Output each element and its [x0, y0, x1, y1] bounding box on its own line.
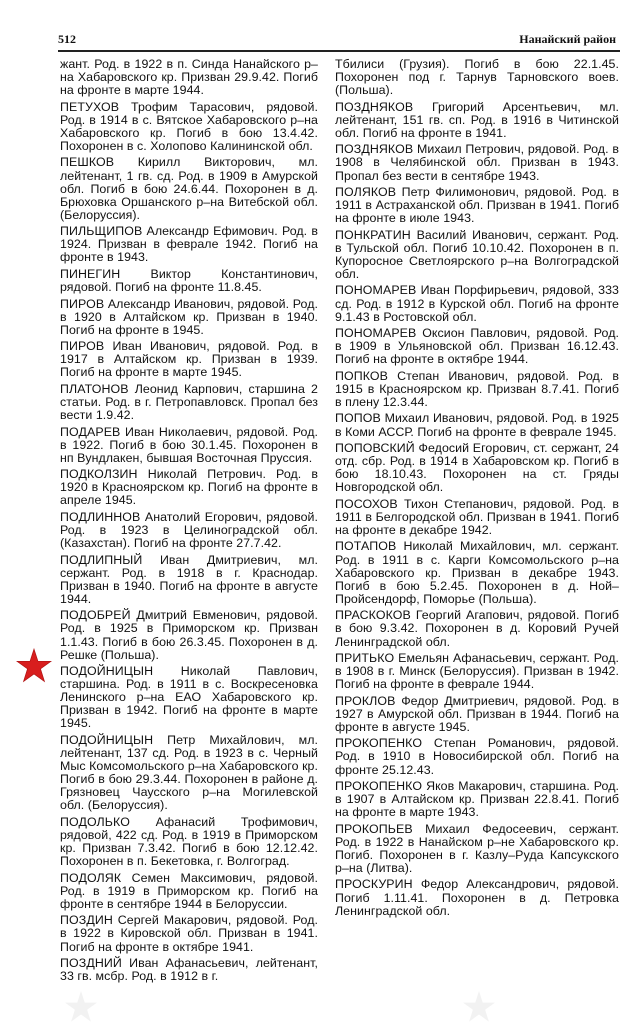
list-item	[60, 383, 318, 422]
list-item	[335, 780, 619, 819]
entry-text: Степан Иванович, рядовой. Род. в 1915 в Красноярском кр. Призван 8.7.41. Погиб в плену 12.3.44.	[335, 368, 619, 409]
list-item	[335, 370, 619, 409]
entry-surname: ПОДАРЕВ	[60, 424, 121, 439]
entry-surname: ПРОКОПЕНКО	[335, 736, 423, 751]
entry-surname: ПОЗДНИЙ	[60, 956, 122, 971]
entry-surname: ПРОСКУРИН	[335, 877, 413, 892]
list-item	[335, 540, 619, 605]
list-item	[335, 442, 619, 494]
entry-text: Александр Ефимович. Род. в 1924. Призван в феврале 1942. Погиб на фронте в 1943.	[60, 224, 318, 265]
list-item	[60, 101, 318, 153]
entry-surname: ПОЗДНЯКОВ	[335, 99, 414, 114]
list-item	[60, 426, 318, 465]
entry-text: Александр Иванович, рядовой. Род. в 1920 в Алтайском кр. Призван в 1940. Погиб на фронте в 1945.	[60, 296, 318, 337]
entry-surname: ПЕТУХОВ	[60, 99, 120, 114]
list-item	[60, 298, 318, 337]
right-column	[335, 58, 619, 921]
list-item	[60, 58, 318, 97]
entry-text: жант. Род. в 1922 в п. Синда Нанайского р–на Хабаровского кр. Призван 29.9.42. Погиб на фронте в марте 1944.	[60, 57, 318, 98]
entry-text: Афанасий Трофимович, рядовой, 422 сд. Род. в 1919 в Приморском кр. Призван 7.3.42. Погиб в бою 12.12.42. Похоронен в п. Бекетовка, г. Волгоград.	[60, 814, 318, 869]
entry-surname: ПОДОЙНИЦЫН	[60, 664, 154, 679]
entry-surname: ПОДОЛЯК	[60, 870, 122, 885]
entry-text: Кирилл Викторович, мл. лейтенант, 1 гв. сд. Род. в 1909 в Амурской обл. Погиб в бою 24.6.44. Похоронен в д. Брюховка Оршанского р–на Витебской обл. (Белоруссия).	[60, 155, 318, 222]
list-item	[60, 734, 318, 813]
entry-surname: ПОДОБРЕЙ	[60, 608, 131, 623]
entry-surname: ПИРОВ	[60, 296, 105, 311]
entry-surname: ПОЗДНЯКОВ	[335, 142, 414, 157]
list-item	[335, 101, 619, 140]
list-item	[60, 511, 318, 550]
entry-text: Иван Афанасьевич, лейтенант, 33 гв. мсбр. Род. в 1912 в г.	[60, 956, 318, 984]
entry-surname: ПОСОХОВ	[335, 496, 398, 511]
entry-surname: ПОДЛИННОВ	[60, 509, 141, 524]
list-item	[335, 652, 619, 691]
entry-surname: ПОНКРАТИН	[335, 227, 411, 242]
entry-surname: ПОДЛИПНЫЙ	[60, 552, 143, 567]
entry-surname: ПОПОВСКИЙ	[335, 441, 415, 456]
entry-surname: ПОПКОВ	[335, 368, 389, 383]
entry-surname: ПЛАТОНОВ	[60, 381, 129, 396]
entry-surname: ПИРОВ	[60, 339, 105, 354]
entry-surname: ПРОКОПЕНКО	[335, 779, 423, 794]
watermark-star-icon	[64, 990, 98, 1024]
entry-text: Оксион Павлович, рядовой. Род. в 1909 в Ульяновской обл. Призван 16.12.43. Погиб на фронте в октябре 1944.	[335, 326, 619, 367]
list-item	[335, 737, 619, 776]
list-item	[60, 554, 318, 606]
entry-text: Сергей Макарович, рядовой. Род. в 1922 в Кировской обл. Призван в 1941. Погиб на фронте в октябре 1941.	[60, 913, 318, 954]
entry-text: Иван Дмитриевич, мл. сержант. Род. в 1918 в г. Краснодар. Призван в 1940. Погиб на фронте в августе 1944.	[60, 552, 318, 606]
entry-surname: ПРОКЛОВ	[335, 693, 396, 708]
list-item	[335, 412, 619, 438]
entry-surname: ПРОКОПЬЕВ	[335, 821, 413, 836]
entry-text: Иван Николаевич, рядовой. Род. в 1922. Погиб в бою 30.1.45. Похоронен в нп Вундлакен, бывшая Восточная Пруссия.	[60, 424, 318, 465]
left-column	[60, 58, 318, 987]
entry-text: Трофим Тарасович, рядовой. Род. в 1914 в с. Вятское Хабаровского р–на Хабаровского кр. Погиб в бою 13.4.42. Похоронен в с. Холопово Калининской обл.	[60, 99, 318, 153]
entry-text: Федор Александрович, рядовой. Погиб 1.11.41. Похоронен в д. Петровка Ленинградской обл.	[335, 877, 619, 918]
entry-text: Емельян Афанасьевич, сержант. Род. в 1908 в г. Минск (Белоруссия). Призван в 1942. Погиб на фронте в феврале 1944.	[335, 651, 619, 692]
entry-surname: ПОНОМАРЕВ	[335, 326, 417, 341]
entry-text: Николай Павлович, старшина. Род. в 1911 в с. Воскресеновка Ленинского р–на ЕАО Хабаровского кр. Призван в 1942. Погиб на фронте в марте 1945.	[60, 664, 318, 731]
list-item	[335, 823, 619, 875]
entry-text: Степан Романович, рядовой. Род. в 1910 в Новосибирской обл. Погиб на фронте 25.12.43.	[335, 736, 619, 777]
entry-text: Петр Филимонович, рядовой. Род. в 1911 в Астраханской обл. Призван в 1941. Погиб на фронте в июле 1943.	[335, 185, 619, 226]
entry-text: Федосий Егорович, ст. сержант, 24 отд. сбр. Род. в 1914 в Хабаровском кр. Погиб в бою 18.10.43. Похоронен на ст. Гряды Новгородской обл.	[335, 441, 619, 495]
list-item	[60, 225, 318, 264]
entry-surname: ПОТАПОВ	[335, 539, 397, 554]
list-item	[60, 609, 318, 661]
entry-surname: ПИЛЬЩИПОВ	[60, 224, 143, 239]
list-item	[335, 186, 619, 225]
entry-text: Михаил Иванович, рядовой. Род. в 1925 в Коми АССР. Погиб на фронте в феврале 1945.	[335, 411, 619, 439]
entry-surname: ПЕШКОВ	[60, 155, 115, 170]
entry-text: Тихон Степанович, рядовой. Род. в 1911 в Белгородской обл. Призван в 1941. Погиб на фронте в декабре 1942.	[335, 496, 619, 537]
list-item	[60, 816, 318, 868]
entry-surname: ПОДОЙНИЦЫН	[60, 732, 154, 747]
list-item	[335, 143, 619, 182]
entry-text: Леонид Карпович, старшина 2 статьи. Род. в г. Петропавловск. Пропал без вести 1.9.42.	[60, 381, 318, 423]
list-item	[60, 268, 318, 294]
entry-text: Георгий Агапович, рядовой. Погиб в бою 9.3.42. Похоронен в д. Коровий Ручей Ленинградской обл.	[335, 608, 619, 649]
list-item	[60, 872, 318, 911]
entry-text: Семен Максимович, рядовой. Род. в 1919 в Приморском кр. Погиб на фронте в сентябре 1944 в Белоруссии.	[60, 870, 318, 911]
list-item	[335, 284, 619, 323]
entry-surname: ПОПОВ	[335, 411, 381, 426]
entry-surname: ПРАСКОКОВ	[335, 608, 411, 623]
list-item	[60, 156, 318, 221]
entry-text: Петр Михайлович, мл. лейтенант, 137 сд. Род. в 1923 в с. Черный Мыс Комсомольского р–на Хабаровского кр. Погиб в бою 29.3.44. Похоронен в районе д. Грязновец Чаусского р–на Могилевской обл. (Белоруссия).	[60, 732, 318, 813]
entry-surname: ПОНОМАРЕВ	[335, 283, 417, 298]
list-item	[60, 340, 318, 379]
list-item	[335, 878, 619, 917]
entry-surname: ПРИТЬКО	[335, 651, 395, 666]
list-item	[335, 58, 619, 97]
entry-text: Николай Петрович. Род. в 1920 в Красноярском кр. Погиб на фронте в апреле 1945.	[60, 467, 318, 508]
list-item	[60, 468, 318, 507]
page-number: 512	[58, 32, 76, 46]
entry-text: Михаил Петрович, рядовой. Род. в 1908 в Челябинской обл. Призван в 1943. Пропал без вести в сентябре 1943.	[335, 142, 619, 183]
entry-text: Иван Иванович, рядовой. Род. в 1917 в Алтайском кр. Призван в 1939. Погиб на фронте в марте 1945.	[60, 339, 318, 380]
entry-surname: ПОДОЛЬКО	[60, 814, 130, 829]
watermark-star-icon	[462, 990, 496, 1024]
entry-surname: ПИНЕГИН	[60, 266, 121, 281]
entry-text: Тбилиси (Грузия). Погиб в бою 22.1.45. Похоронен под г. Тарнув Тарновского воев. (Польша).	[335, 57, 619, 98]
running-title: Нанайский район	[519, 32, 616, 46]
list-item	[335, 695, 619, 734]
entry-text: Виктор Константинович, рядовой. Погиб на фронте 11.8.45.	[60, 266, 318, 295]
entry-text: Григорий Арсентьевич, мл. лейтенант, 151 гв. сп. Род. в 1916 в Читинской обл. Погиб на фронте в 1941.	[335, 99, 619, 140]
list-item	[335, 498, 619, 537]
entry-text: Василий Иванович, сержант. Род. в Тульской обл. Погиб 10.10.42. Похоронен в п. Купоросное Светлоярского р–на Волгоградской обл.	[335, 227, 619, 281]
page-header	[58, 28, 620, 52]
entry-text: Николай Михайлович, мл. сержант. Род. в 1911 в с. Карги Комсомольского р–на Хабаровского кр. Призван в декабре 1943. Погиб в бою 5.2.45. Похоронен в д. Ной–Пройсендорф, Поморье (Польша).	[335, 539, 619, 606]
list-item	[335, 327, 619, 366]
list-item	[60, 665, 318, 730]
entry-surname: ПОЗДИН	[60, 913, 113, 928]
list-item	[60, 914, 318, 953]
list-item	[60, 957, 318, 983]
entry-surname: ПОДКОЛЗИН	[60, 467, 138, 482]
entry-text: Иван Порфирьевич, рядовой, 333 сд. Род. в 1912 в Курской обл. Погиб на фронте 9.1.43 в Ростовской обл.	[335, 283, 619, 324]
entry-text: Михаил Федосеевич, сержант. Род. в 1922 в Нанайском р–не Хабаровского кр. Погиб. Похоронен в г. Казлу–Руда Капсукского р–на (Литва).	[335, 821, 619, 875]
list-item	[335, 609, 619, 648]
entry-text: Федор Дмитриевич, рядовой. Род. в 1927 в Амурской обл. Призван в 1944. Погиб на фронте в августе 1945.	[335, 693, 619, 734]
entry-text: Яков Макарович, старшина. Род. в 1907 в Алтайском кр. Призван 22.8.41. Погиб на фронте в марте 1943.	[335, 779, 619, 820]
red-star-icon	[16, 648, 52, 684]
entry-surname: ПОЛЯКОВ	[335, 185, 397, 200]
entry-text: Дмитрий Евменович, рядовой. Род. в 1925 в Приморском кр. Призван 1.1.43. Погиб в бою 26.3.45. Похоронен в д. Решке (Польша).	[60, 608, 318, 662]
list-item	[335, 229, 619, 281]
entry-text: Анатолий Егорович, рядовой. Род. в 1923 в Целиноградской обл. (Казахстан). Погиб на фронте 27.7.42.	[60, 509, 318, 551]
